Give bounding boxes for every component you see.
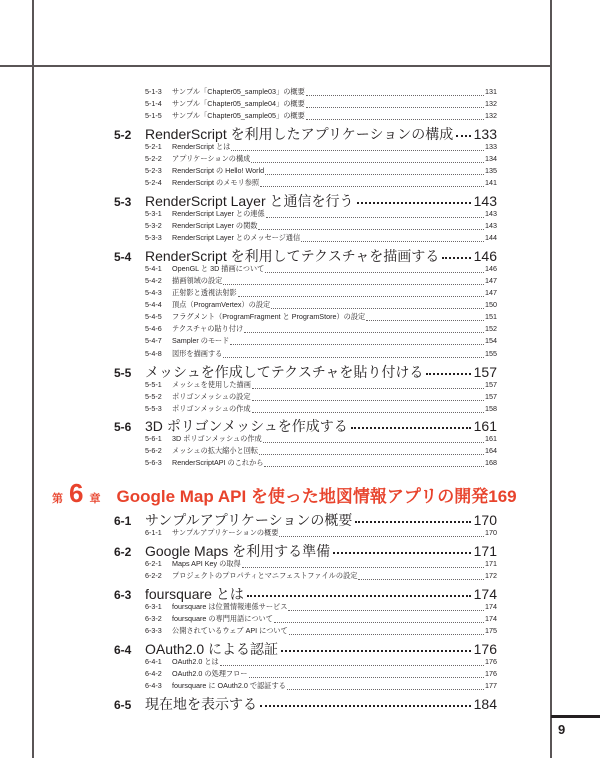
dot-leader [301,241,484,242]
dot-leader [260,186,484,187]
toc-section-entry[interactable] [114,246,497,263]
entry-page: 143 [485,209,497,218]
dot-leader [281,650,471,652]
dot-leader [244,332,484,333]
entry-title: OpenGL と 3D 描画について [172,264,265,273]
entry-page: 144 [485,233,497,242]
entry-page: 150 [485,300,497,309]
entry-page: 146 [473,248,497,264]
entry-title: RenderScript Layer との連係 [172,209,265,218]
toc-subsection-entry[interactable] [145,221,497,233]
entry-title: OAuth2.0 とは [172,657,219,666]
toc-subsection-entry[interactable] [145,111,497,123]
entry-number: 5-3-3 [145,233,162,242]
toc-section-entry[interactable] [114,639,497,656]
entry-title: 3D ポリゴンメッシュの作成 [172,434,262,443]
dot-leader [265,272,484,273]
entry-number: 5-4-7 [145,336,162,345]
entry-page: 151 [485,312,497,321]
entry-page: 132 [485,99,497,108]
entry-page: 170 [485,528,497,537]
entry-page: 157 [485,392,497,401]
entry-title: メッシュを使用した描画 [172,380,251,389]
entry-title: サンプル「Chapter05_sample03」の概要 [172,87,305,96]
entry-page: 168 [485,458,497,467]
toc-subsection-entry[interactable] [145,99,497,111]
entry-page: 143 [485,221,497,230]
entry-title: 頂点（ProgramVertex）の設定 [172,300,271,309]
toc-subsection-entry[interactable] [145,276,497,288]
toc-section-entry[interactable] [114,584,497,601]
toc-section-entry[interactable] [114,124,497,141]
toc-subsection-entry[interactable] [145,324,497,336]
dot-leader [238,296,484,297]
entry-title: サンプルアプリケーションの概要 [145,512,353,528]
entry-number: 5-2 [114,128,132,142]
entry-title: foursquare は位置情報連係サービス [172,602,288,611]
entry-title: 正射影と透視法射影 [172,288,237,297]
entry-number: 5-4-1 [145,264,162,273]
chapter-page: 169 [488,487,517,506]
entry-number: 5-2-3 [145,166,162,175]
dot-leader [252,388,484,389]
toc-subsection-entry[interactable] [145,142,497,154]
dot-leader [264,466,484,467]
entry-page: 143 [473,193,497,209]
toc-section-entry[interactable] [114,362,497,379]
toc-subsection-entry[interactable] [145,626,497,638]
entry-number: 6-2-2 [145,571,162,580]
entry-number: 5-6-1 [145,434,162,443]
entry-number: 5-3-1 [145,209,162,218]
dot-leader [252,412,484,413]
toc-subsection-entry[interactable] [145,349,497,361]
dot-leader [231,150,484,151]
dot-leader [274,622,484,623]
entry-page: 174 [485,614,497,623]
toc-section-entry[interactable] [114,694,497,711]
dot-leader [351,427,471,429]
toc-subsection-entry[interactable] [145,288,497,300]
toc-subsection-entry[interactable] [145,178,497,190]
entry-number: 6-4-1 [145,657,162,666]
toc-subsection-entry[interactable] [145,300,497,312]
entry-number: 5-6-3 [145,458,162,467]
entry-title: foursquare に OAuth2.0 で認証する [172,681,286,690]
entry-page: 176 [485,669,497,678]
toc-subsection-entry[interactable] [145,614,497,626]
dot-leader [306,95,484,96]
entry-number: 5-4-3 [145,288,162,297]
entry-number: 6-1 [114,514,132,528]
toc-subsection-entry[interactable] [145,380,497,392]
entry-title: OAuth2.0 による認証 [145,641,279,657]
toc-subsection-entry[interactable] [145,681,497,693]
entry-title: テクスチャの貼り付け [172,324,244,333]
dot-leader [265,174,484,175]
entry-title: フラグメント（ProgramFragment と ProgramStore）の設定 [172,312,366,321]
entry-page: 147 [485,276,497,285]
entry-title: RenderScriptAPI のこれから [172,458,264,467]
toc-subsection-entry[interactable] [145,336,497,348]
page-frame-right-rule [550,0,552,758]
entry-page: 164 [485,446,497,455]
entry-number: 5-4-5 [145,312,162,321]
dot-leader [223,357,484,358]
entry-number: 5-4-6 [145,324,162,333]
entry-title: 図形を描画する [172,349,223,358]
dot-leader [426,373,470,375]
entry-page: 176 [485,657,497,666]
entry-number: 5-3-2 [145,221,162,230]
dot-leader [251,162,484,163]
entry-title: メッシュの拡大縮小と回転 [172,446,259,455]
dot-leader [252,400,484,401]
dot-leader [249,677,485,678]
entry-page: 158 [485,404,497,413]
entry-title: 描画領域の設定 [172,276,223,285]
toc-subsection-entry[interactable] [145,87,497,99]
entry-number: 5-4-4 [145,300,162,309]
entry-page: 171 [485,559,497,568]
dot-leader [442,257,470,259]
entry-title: サンプルアプリケーションの概要 [172,528,279,537]
chapter-prefix: 第 [52,493,63,505]
toc-section-entry[interactable] [114,510,497,527]
entry-title: RenderScript の Hello! World [172,166,265,175]
entry-page: 133 [473,126,497,142]
toc-section-entry[interactable] [114,416,497,433]
toc-subsection-entry[interactable] [145,434,497,446]
entry-number: 5-1-3 [145,87,162,96]
dot-leader [289,634,484,635]
entry-number: 6-1-1 [145,528,162,537]
entry-page: 176 [473,641,497,657]
toc-subsection-entry[interactable] [145,209,497,221]
entry-title: RenderScript を利用したアプリケーションの構成 [145,126,454,142]
dot-leader [230,344,484,345]
entry-number: 5-1-4 [145,99,162,108]
entry-title: メッシュを作成してテクスチャを貼り付ける [145,364,424,380]
toc-subsection-entry[interactable] [145,602,497,614]
dot-leader [220,665,484,666]
entry-page: 141 [485,178,497,187]
entry-page: 174 [473,586,497,602]
entry-number: 5-2-4 [145,178,162,187]
dot-leader [263,442,484,443]
dot-leader [266,217,484,218]
entry-title: アプリケーションの構成 [172,154,251,163]
entry-title: RenderScript のメモリ参照 [172,178,260,187]
entry-page: 132 [485,111,497,120]
entry-number: 6-3 [114,588,132,602]
dot-leader [271,308,484,309]
entry-title: サンプル「Chapter05_sample05」の概要 [172,111,305,120]
entry-page: 155 [485,349,497,358]
entry-number: 6-4-3 [145,681,162,690]
dot-leader [358,579,484,580]
dot-leader [287,689,484,690]
entry-title: RenderScript Layer と通信を行う [145,193,354,209]
entry-number: 5-2-1 [145,142,162,151]
entry-number: 5-1-5 [145,111,162,120]
entry-number: 5-5-1 [145,380,162,389]
toc-subsection-entry[interactable] [145,528,497,540]
entry-page: 157 [473,364,497,380]
entry-number: 5-6-2 [145,446,162,455]
chapter-suffix: 章 [89,493,101,505]
footer-rule [551,715,600,718]
toc-subsection-entry[interactable] [145,264,497,276]
entry-page: 146 [485,264,497,273]
dot-leader [306,119,484,120]
dot-leader [247,595,471,597]
entry-title: foursquare とは [145,586,244,602]
entry-page: 152 [485,324,497,333]
entry-number: 6-4-2 [145,669,162,678]
dot-leader [366,320,484,321]
entry-title: ポリゴンメッシュの作成 [172,404,251,413]
entry-page: 184 [473,696,497,712]
entry-title: プロジェクトのプロパティとマニフェストファイルの設定 [172,571,358,580]
entry-title: ポリゴンメッシュの設定 [172,392,251,401]
toc-subsection-entry[interactable] [145,559,497,571]
dot-leader [288,610,484,611]
toc-subsection-entry[interactable] [145,657,497,669]
entry-title: RenderScript を利用してテクスチャを描画する [145,248,440,264]
toc-subsection-entry[interactable] [145,154,497,166]
entry-title: foursquare の専門用語について [172,614,273,623]
entry-page: 171 [473,543,497,559]
toc-subsection-entry[interactable] [145,392,497,404]
entry-page: 154 [485,336,497,345]
entry-number: 5-2-2 [145,154,162,163]
dot-leader [242,567,484,568]
toc-section-entry[interactable] [114,191,497,208]
dot-leader [333,552,470,554]
entry-page: 157 [485,380,497,389]
entry-number: 6-3-1 [145,602,162,611]
dot-leader [258,229,484,230]
entry-page: 161 [473,418,497,434]
entry-page: 161 [485,434,497,443]
dot-leader [260,705,471,707]
entry-number: 5-4 [114,250,132,264]
entry-page: 175 [485,626,497,635]
entry-number: 6-3-2 [145,614,162,623]
chapter-title: Google Map API を使った地図情報アプリの開発 [116,487,489,506]
entry-page: 134 [485,154,497,163]
entry-page: 131 [485,87,497,96]
chapter-number: 6 [69,478,84,508]
toc-subsection-entry[interactable] [145,404,497,416]
entry-number: 5-5-2 [145,392,162,401]
toc-subsection-entry[interactable] [145,233,497,245]
entry-page: 133 [485,142,497,151]
dot-leader [456,135,470,137]
entry-number: 6-4 [114,643,132,657]
toc-section-entry[interactable] [114,541,497,558]
page-number: 9 [558,722,566,737]
entry-title: Google Maps を利用する準備 [145,543,331,559]
entry-title: OAuth2.0 の処理フロー [172,669,248,678]
entry-title: RenderScript とは [172,142,231,151]
page-frame-top-rule [0,65,551,67]
entry-title: サンプル「Chapter05_sample04」の概要 [172,99,305,108]
dot-leader [355,521,470,523]
toc-chapter-heading[interactable] [52,478,517,508]
entry-number: 5-3 [114,195,132,209]
entry-title: 現在地を表示する [145,696,257,712]
entry-page: 147 [485,288,497,297]
entry-page: 172 [485,571,497,580]
toc-subsection-entry[interactable] [145,669,497,681]
entry-page: 135 [485,166,497,175]
entry-number: 5-5 [114,366,132,380]
entry-number: 5-4-8 [145,349,162,358]
entry-page: 170 [473,512,497,528]
entry-number: 6-2 [114,545,132,559]
entry-title: 公開されているウェブ API について [172,626,288,635]
entry-number: 5-5-3 [145,404,162,413]
toc-subsection-entry[interactable] [145,312,497,324]
entry-page: 174 [485,602,497,611]
entry-title: Sampler のモード [172,336,230,345]
page-frame-left-rule [32,0,34,758]
dot-leader [306,107,484,108]
entry-number: 5-6 [114,420,132,434]
entry-number: 6-2-1 [145,559,162,568]
toc-subsection-entry[interactable] [145,166,497,178]
entry-title: RenderScript Layer の関数 [172,221,258,230]
toc-subsection-entry[interactable] [145,458,497,470]
entry-page: 177 [485,681,497,690]
toc-subsection-entry[interactable] [145,446,497,458]
entry-number: 5-4-2 [145,276,162,285]
dot-leader [223,284,484,285]
dot-leader [259,454,484,455]
dot-leader [357,202,471,204]
entry-number: 6-5 [114,698,132,712]
entry-title: 3D ポリゴンメッシュを作成する [145,418,348,434]
entry-title: RenderScript Layer とのメッセージ通信 [172,233,301,242]
entry-number: 6-3-3 [145,626,162,635]
toc-subsection-entry[interactable] [145,571,497,583]
entry-title: Maps API Key の取得 [172,559,241,568]
dot-leader [279,536,484,537]
